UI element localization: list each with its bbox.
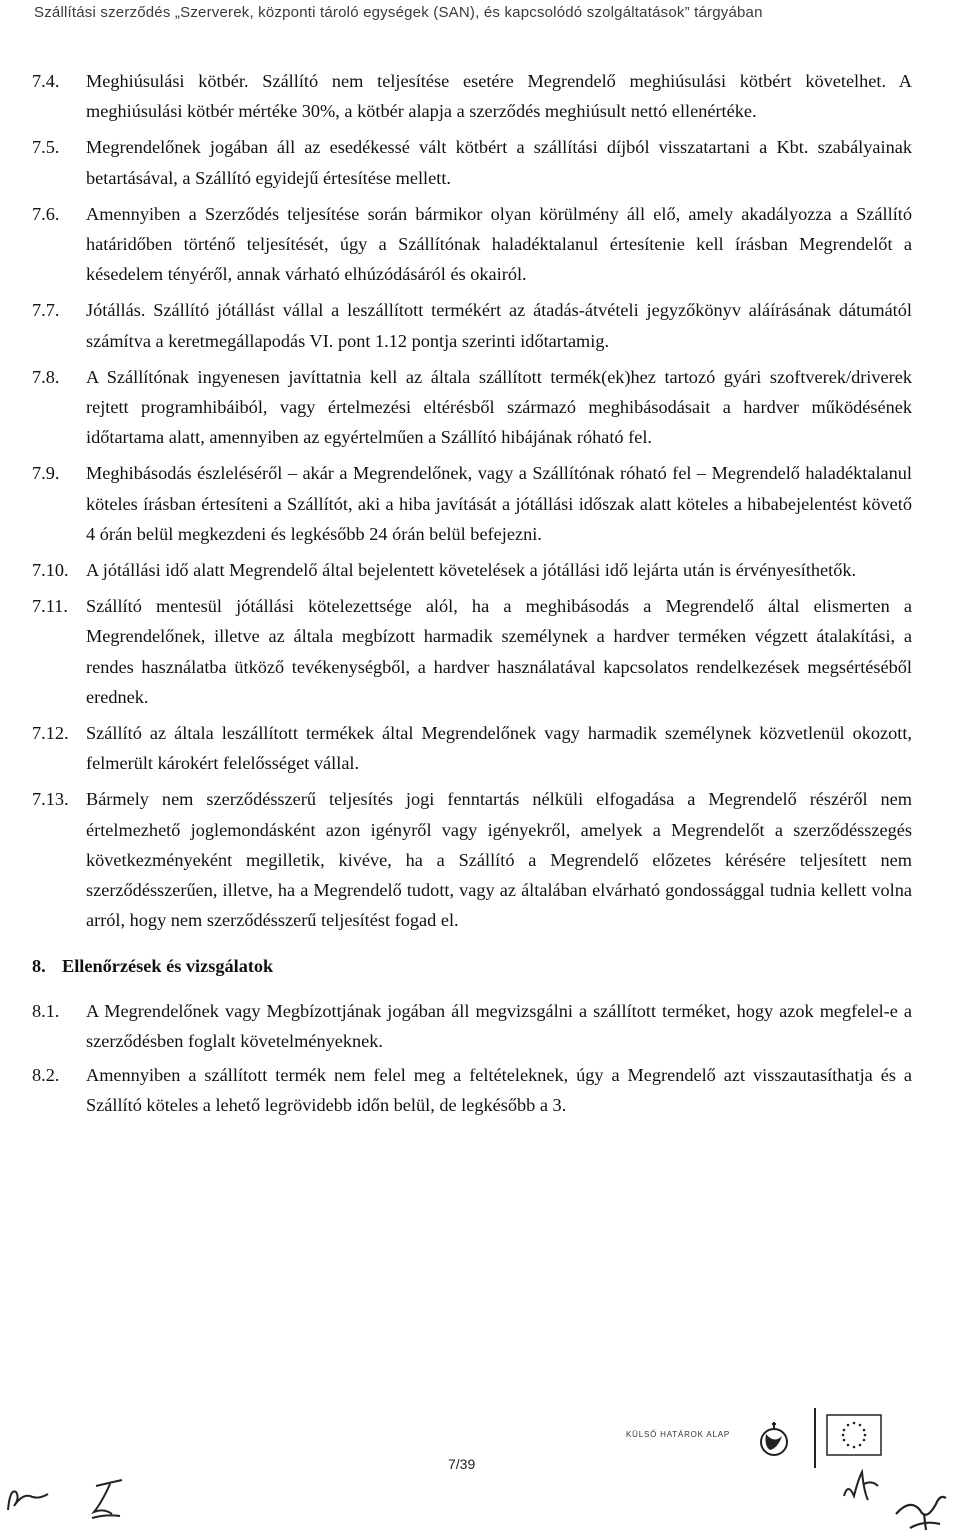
clause-7-10 xyxy=(32,555,912,585)
clause-text: Szállító az általa leszállított termékek által Megrendelőnek vagy harmadik személynek közvetlenül okozott, felmerült károkért felelősséget vállal. xyxy=(86,723,912,774)
clause-text: Bármely nem szerződésszerű teljesítés jogi fenntartás nélküli elfogadása a Megrendelő részéről nem értelmezhető joglemondásként azon igényről vagy igényekről, amelyek a Megrendelőt a szerződésszegés következményeként megilletik, kivéve, ha a Szállító a Megrendelő előzetes kérésére teljesített nem szerződésszerűen, illetve, ha a Megrendelő tudott, vagy az általában elvárható gondossággal tudnia kellett volna arról, hogy nem szerződésszerű teljesítést fogad el. xyxy=(86,789,912,931)
clause-number: 7.13. xyxy=(32,789,69,810)
clause-number: 7.5. xyxy=(32,137,60,158)
clause-7-12 xyxy=(32,718,912,778)
section-title: Ellenőrzések és vizsgálatok xyxy=(62,956,274,977)
clause-number: 7.8. xyxy=(32,366,60,387)
clause-number: 8.2. xyxy=(32,1065,60,1086)
page-number: 7/39 xyxy=(448,1456,476,1472)
clause-text: Amennyiben a szállított termék nem felel meg a feltételeknek, úgy a Megrendelő azt visszautasíthatja és a Szállító köteles a lehető legrövidebb időn belül, de legkésőbb a 3. xyxy=(86,1065,912,1116)
document-body xyxy=(32,66,912,1125)
clause-7-11 xyxy=(32,591,912,712)
section-number: 8. xyxy=(32,956,46,977)
signature-scribble xyxy=(890,1484,956,1534)
fund-label: KÜLSŐ HATÁROK ALAP xyxy=(626,1430,731,1439)
clause-7-4 xyxy=(32,66,912,126)
clause-text: A Megrendelőnek vagy Megbízottjának jogában áll megvizsgálni a szállított terméket, hogy azok megfelel-e a szerződésben foglalt követelményeknek. xyxy=(86,1000,912,1051)
clause-text: A Szállítónak ingyenesen javíttatnia kell az általa szállított termék(ek)hez tartozó gyári szoftverek/driverek rejtett programhibáiból, vagy értelmezési eltérésből származó meghibásodásait a hardver működésének időtartama alatt, amennyiben az egyértelműen a Szállító hibájának róható fel. xyxy=(86,366,912,448)
clause-8-2 xyxy=(32,1060,912,1120)
clause-number: 7.9. xyxy=(32,463,60,484)
separator-line xyxy=(812,1408,818,1468)
clause-7-6 xyxy=(32,199,912,290)
initials-signature-mid xyxy=(84,1474,136,1522)
clause-text: Meghibásodás észleléséről – akár a Megrendelőnek, vagy a Szállítónak róható fel – Megrendelő haladéktalanul köteles írásban értesíteni a Szállítót, aki a hiba javítását a jótállási időszak alatt köteles a hibabejelentést követő 4 órán belül megkezdeni és legkésőbb 24 órán belül befejezni. xyxy=(86,463,912,544)
clause-number: 7.6. xyxy=(32,203,60,224)
clause-7-7 xyxy=(32,295,912,355)
clause-text: A jótállási idő alatt Megrendelő által bejelentett követelések a jótállási idő lejárta után is érvényesíthetők. xyxy=(86,560,857,581)
clause-8-1 xyxy=(32,996,912,1056)
initials-signature-left xyxy=(4,1480,64,1520)
clause-number: 7.12. xyxy=(32,723,69,744)
clause-7-5 xyxy=(32,132,912,192)
clause-text: Megrendelőnek jogában áll az esedékessé vált kötbért a szállítási díjból visszatartani a Kbt. szabályainak betartásával, a Szállító egyidejű értesítése mellett. xyxy=(86,137,912,188)
clause-text: Szállító mentesül jótállási kötelezettsége alól, ha a meghibásodás a Megrendelő által elismerten a Megrendelőnek, illetve az általa megbízott harmadik személynek a hardver terméken végzett átalakítási, a rendes használatba ütköző tevékenységből, a hardver használatával kapcsolatos rendelkezések megsértéséből erednek. xyxy=(86,596,912,707)
clause-text: Meghiúsulási kötbér. Szállító nem teljesítése esetére Megrendelő meghiúsulási kötbért követelhet. A meghiúsulási kötbér mértéke 30%, a kötbér alapja a szerződés meghiúsult nettó ellenértéke. xyxy=(86,71,912,122)
clause-number: 7.4. xyxy=(32,71,60,91)
clause-7-8 xyxy=(32,362,912,453)
initials-signature-right xyxy=(834,1462,894,1518)
clause-7-13 xyxy=(32,784,912,935)
clause-number: 8.1. xyxy=(32,1000,60,1021)
section-heading xyxy=(32,951,912,981)
clause-text: Jótállás. Szállító jótállást vállal a leszállított termékért az átadás-átvételi jegyzőkönyv aláírásának dátumától számítva a keretmegállapodás VI. pont 1.12 pontja szerinti időtartamig. xyxy=(86,300,912,351)
clause-number: 7.7. xyxy=(32,300,60,321)
eu-flag-icon xyxy=(826,1414,882,1456)
clause-text: Amennyiben a Szerződés teljesítése során bármikor olyan körülmény áll elő, amely akadályozza a Szállító határidőben történő teljesítését, úgy a Szállítónak haladéktalanul értesítenie kell írásban Megrendelőt a késedelem tényéről, annak várható elhúzódásáról és okairól. xyxy=(86,203,912,285)
document-header: Szállítási szerződés „Szerverek, központi tároló egységek (SAN), és kapcsolódó szolgáltatások” tárgyában xyxy=(34,4,763,21)
clause-7-9 xyxy=(32,458,912,549)
clause-number: 7.10. xyxy=(32,560,69,581)
clause-number: 7.11. xyxy=(32,596,68,617)
eu-globe-logo-icon xyxy=(752,1418,798,1464)
